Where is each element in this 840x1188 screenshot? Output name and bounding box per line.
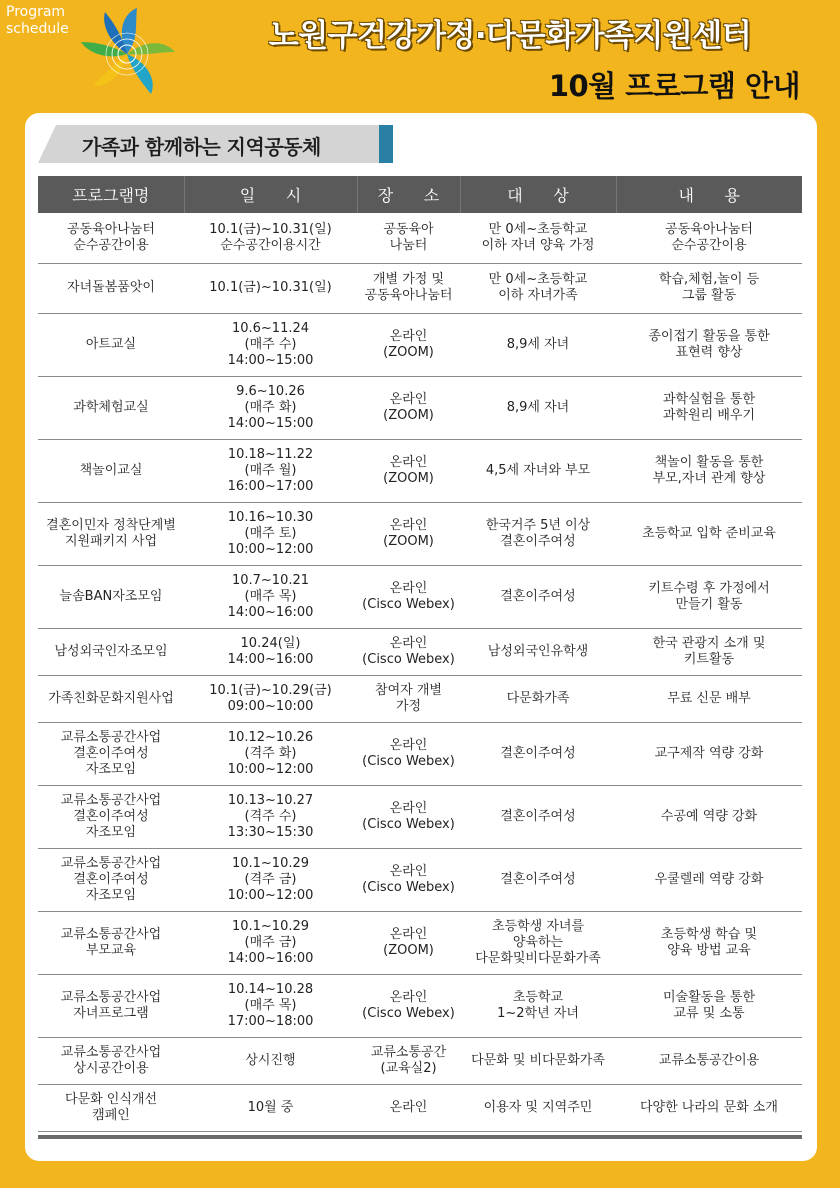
cell-date: 9.6~10.26 (매주 화) 14:00~15:00 <box>184 376 357 439</box>
cell-place: 참여자 개별 가정 <box>357 675 460 722</box>
cell-name: 교류소통공간사업 결혼이주여성 자조모임 <box>38 848 184 911</box>
cell-place: 공동육아 나눔터 <box>357 213 460 263</box>
cell-name: 교류소통공간사업 부모교육 <box>38 911 184 974</box>
cell-content: 한국 관광지 소개 및 키트활동 <box>616 628 802 675</box>
cell-place: 온라인 (Cisco Webex) <box>357 974 460 1037</box>
table-header-row <box>38 176 802 213</box>
cell-target: 결혼이주여성 <box>460 848 616 911</box>
cell-name: 과학체험교실 <box>38 376 184 439</box>
cell-name: 교류소통공간사업 결혼이주여성 자조모임 <box>38 785 184 848</box>
cell-place: 온라인 (Cisco Webex) <box>357 628 460 675</box>
cell-target: 8,9세 자녀 <box>460 313 616 376</box>
document-title: 10월 프로그램 안내 <box>548 69 800 103</box>
table-row <box>38 974 802 1037</box>
cell-target: 4,5세 자녀와 부모 <box>460 439 616 502</box>
table-row <box>38 439 802 502</box>
cell-place: 온라인 (ZOOM) <box>357 439 460 502</box>
cell-content: 다양한 나라의 문화 소개 <box>616 1084 802 1131</box>
section-title: 가족과 함께하는 지역공동체 <box>82 135 321 159</box>
cell-name: 교류소통공간사업 결혼이주여성 자조모임 <box>38 722 184 785</box>
cell-target: 이용자 및 지역주민 <box>460 1084 616 1131</box>
cell-target: 남성외국인유학생 <box>460 628 616 675</box>
cell-content: 책놀이 활동을 통한 부모,자녀 관계 향상 <box>616 439 802 502</box>
cell-target: 초등학생 자녀를 양육하는 다문화및비다문화가족 <box>460 911 616 974</box>
cell-content: 미술활동을 통한 교류 및 소통 <box>616 974 802 1037</box>
cell-name: 교류소통공간사업 자녀프로그램 <box>38 974 184 1037</box>
cell-date: 10.6~11.24 (매주 수) 14:00~15:00 <box>184 313 357 376</box>
cell-place: 온라인 (Cisco Webex) <box>357 785 460 848</box>
cell-name: 가족친화문화지원사업 <box>38 675 184 722</box>
cell-content: 교구제작 역량 강화 <box>616 722 802 785</box>
cell-date: 10.1(금)~10.31(일) <box>184 263 357 313</box>
column-header-place: 장 소 <box>357 176 460 213</box>
table-row <box>38 1037 802 1084</box>
cell-name: 다문화 인식개선 캠페인 <box>38 1084 184 1131</box>
cell-content: 종이접기 활동을 통한 표현력 향상 <box>616 313 802 376</box>
cell-content: 공동육아나눔터 순수공간이용 <box>616 213 802 263</box>
column-header-date: 일 시 <box>184 176 357 213</box>
cell-target: 초등학교 1~2학년 자녀 <box>460 974 616 1037</box>
table-row <box>38 911 802 974</box>
cell-name: 남성외국인자조모임 <box>38 628 184 675</box>
table-row <box>38 848 802 911</box>
table-row <box>38 376 802 439</box>
cell-target: 8,9세 자녀 <box>460 376 616 439</box>
table-row <box>38 628 802 675</box>
cell-name: 책놀이교실 <box>38 439 184 502</box>
cell-place: 온라인 (ZOOM) <box>357 376 460 439</box>
cell-place: 온라인 (Cisco Webex) <box>357 848 460 911</box>
cell-place: 온라인 (Cisco Webex) <box>357 565 460 628</box>
table-row <box>38 675 802 722</box>
cell-target: 만 0세~초등학교 이하 자녀가족 <box>460 263 616 313</box>
cell-target: 결혼이주여성 <box>460 565 616 628</box>
cell-name: 자녀돌봄품앗이 <box>38 263 184 313</box>
cell-name: 교류소통공간사업 상시공간이용 <box>38 1037 184 1084</box>
cell-content: 과학실험을 통한 과학원리 배우기 <box>616 376 802 439</box>
cell-content: 학습,체험,놀이 등 그룹 활동 <box>616 263 802 313</box>
cell-target: 결혼이주여성 <box>460 722 616 785</box>
cell-date: 10.14~10.28 (매주 목) 17:00~18:00 <box>184 974 357 1037</box>
cell-content: 초등학교 입학 준비교육 <box>616 502 802 565</box>
cell-date: 10.1(금)~10.29(금) 09:00~10:00 <box>184 675 357 722</box>
table-row <box>38 785 802 848</box>
table-row <box>38 1084 802 1131</box>
table-row <box>38 722 802 785</box>
cell-place: 온라인 (ZOOM) <box>357 313 460 376</box>
section-heading <box>38 125 393 163</box>
column-header-target: 대 상 <box>460 176 616 213</box>
cell-place: 온라인 (ZOOM) <box>357 911 460 974</box>
cell-date: 10.1(금)~10.31(일) 순수공간이용시간 <box>184 213 357 263</box>
cell-date: 상시진행 <box>184 1037 357 1084</box>
cell-date: 10.16~10.30 (매주 토) 10:00~12:00 <box>184 502 357 565</box>
cell-content: 수공예 역량 강화 <box>616 785 802 848</box>
cell-target: 결혼이주여성 <box>460 785 616 848</box>
cell-name: 공동육아나눔터 순수공간이용 <box>38 213 184 263</box>
cell-place: 교류소통공간 (교육실2) <box>357 1037 460 1084</box>
cell-date: 10.1~10.29 (격주 금) 10:00~12:00 <box>184 848 357 911</box>
cell-name: 아트교실 <box>38 313 184 376</box>
table-row <box>38 213 802 263</box>
cell-content: 우쿨렐레 역량 강화 <box>616 848 802 911</box>
program-schedule-table <box>38 176 802 1132</box>
cell-date: 10.24(일) 14:00~16:00 <box>184 628 357 675</box>
table-row <box>38 313 802 376</box>
cell-date: 10.12~10.26 (격주 화) 10:00~12:00 <box>184 722 357 785</box>
cell-place: 개별 가정 및 공동육아나눔터 <box>357 263 460 313</box>
cell-name: 결혼이민자 정착단계별 지원패키지 사업 <box>38 502 184 565</box>
pinwheel-logo-icon <box>68 4 186 102</box>
cell-place: 온라인 <box>357 1084 460 1131</box>
cell-target: 만 0세~초등학교 이하 자녀 양육 가정 <box>460 213 616 263</box>
cell-date: 10.7~10.21 (매주 목) 14:00~16:00 <box>184 565 357 628</box>
cell-date: 10.1~10.29 (매주 금) 14:00~16:00 <box>184 911 357 974</box>
cell-content: 교류소통공간이용 <box>616 1037 802 1084</box>
column-header-name: 프로그램명 <box>38 176 184 213</box>
cell-name: 늘솜BAN자조모임 <box>38 565 184 628</box>
cell-target: 다문화가족 <box>460 675 616 722</box>
table-row <box>38 565 802 628</box>
center-name: 노원구건강가정·다문화가족지원센터 <box>268 18 752 54</box>
cell-content: 무료 신문 배부 <box>616 675 802 722</box>
program-schedule-tag: Program schedule <box>6 4 69 37</box>
table-row <box>38 263 802 313</box>
cell-date: 10.18~11.22 (매주 월) 16:00~17:00 <box>184 439 357 502</box>
cell-target: 한국거주 5년 이상 결혼이주여성 <box>460 502 616 565</box>
column-header-content: 내 용 <box>616 176 802 213</box>
table-row <box>38 502 802 565</box>
cell-content: 키트수령 후 가정에서 만들기 활동 <box>616 565 802 628</box>
cell-content: 초등학생 학습 및 양육 방법 교육 <box>616 911 802 974</box>
cell-place: 온라인 (ZOOM) <box>357 502 460 565</box>
cell-date: 10.13~10.27 (격주 수) 13:30~15:30 <box>184 785 357 848</box>
bottom-divider <box>38 1135 802 1139</box>
cell-target: 다문화 및 비다문화가족 <box>460 1037 616 1084</box>
cell-date: 10월 중 <box>184 1084 357 1131</box>
cell-place: 온라인 (Cisco Webex) <box>357 722 460 785</box>
